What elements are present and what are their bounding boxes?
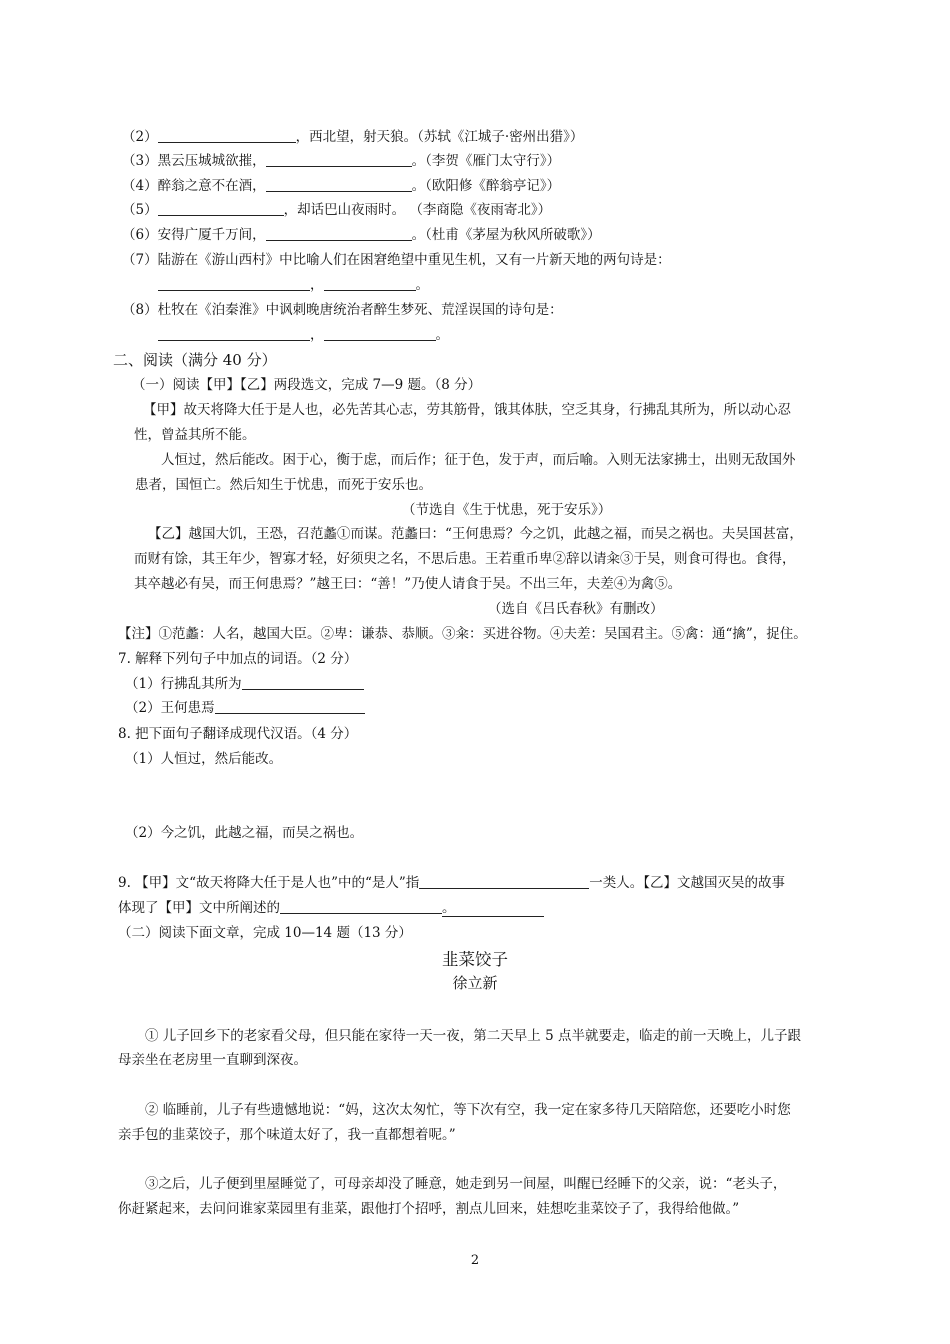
article-author: 徐立新 xyxy=(452,974,498,992)
question-text: 9. 【甲】文“故天将降大任于是人也”中的“是人”指 xyxy=(118,875,420,891)
fill-item-number: （4） xyxy=(122,178,158,194)
answer-blank[interactable] xyxy=(215,699,365,714)
fill-item-5 xyxy=(122,201,551,219)
item-text: （1）行拂乱其所为 xyxy=(125,676,242,692)
part-heading: （一）阅读【甲】【乙】两段选文，完成 7—9 题。（8 分） xyxy=(132,377,482,393)
annotation-note: 【注】①范蠡：人名，越国大臣。②卑：谦恭、恭顺。③籴：买进谷物。④夫差：吴国君主。⑤禽：通“擒”，捉住。 xyxy=(118,626,807,642)
question-text: 一类人。【乙】文越国灭吴的故事 xyxy=(589,875,786,891)
page-number: 2 xyxy=(470,1253,480,1268)
answer-blank[interactable] xyxy=(419,874,589,889)
fill-item-number: （5） xyxy=(122,202,158,218)
article-paragraph-line: ③之后，儿子便到里屋睡觉了，可母亲却没了睡意，她走到另一间屋，叫醒已经睡下的父亲，说：“老头子， xyxy=(145,1176,787,1192)
fill-item-8-prompt: （8）杜牧在《泊秦淮》中讽刺晚唐统治者醉生梦死、荒淫误国的诗句是： xyxy=(122,302,563,318)
fill-item-4 xyxy=(122,177,560,195)
terminator: 。 xyxy=(435,327,449,343)
fill-item-7-prompt: （7）陆游在《游山西村》中比喻人们在困窘绝望中重见生机，又有一片新天地的两句诗是： xyxy=(122,252,671,268)
question-7-item-1 xyxy=(125,675,364,693)
answer-blank[interactable] xyxy=(158,201,284,216)
question-7: 7. 解释下列句子中加点的词语。（2 分） xyxy=(118,651,358,667)
fill-item-6 xyxy=(122,226,601,244)
answer-blank[interactable] xyxy=(324,326,436,341)
article-paragraph-line: ① 儿子回乡下的老家看父母，但只能在家待一天一夜，第二天早上 5 点半就要走，临走的前一天晚上，儿子跟 xyxy=(145,1028,801,1044)
fill-item-3 xyxy=(122,152,560,170)
separator: ， xyxy=(310,277,324,293)
section-heading: 二、阅读（满分 40 分） xyxy=(113,351,277,369)
fill-item-7-answer xyxy=(158,276,429,294)
part-heading: （二）阅读下面文章，完成 10—14 题（13 分） xyxy=(118,925,412,941)
fill-item-number: （3） xyxy=(122,153,158,169)
answer-blank[interactable] xyxy=(242,675,364,690)
passage-jia-source: （节选自《生于忧患，死于安乐》） xyxy=(402,502,612,518)
passage-jia-line: 人恒过，然后能改。困于心，衡于虑，而后作；征于色，发于声，而后喻。入则无法家拂士，出则无敌国外 xyxy=(161,452,796,468)
question-text: 体现了【甲】文中所阐述的 xyxy=(118,900,280,916)
fill-item-after: 。（李贺《雁门太守行》） xyxy=(411,153,561,169)
article-paragraph-line: 亲手包的韭菜饺子，那个味道太好了，我一直都想着呢。” xyxy=(118,1127,456,1143)
fill-item-2 xyxy=(122,128,583,146)
fill-item-before: 黑云压城城欲摧， xyxy=(157,153,266,169)
fill-item-after: ，西北望，射天狼。（苏轼《江城子·密州出猎》） xyxy=(295,129,584,145)
passage-yi-line: 【乙】越国大饥，王恐，召范蠡①而谋。范蠡曰：“王何患焉？今之饥，此越之福，而吴之祸也。夫吴国甚富， xyxy=(148,526,803,542)
fill-item-after: ，却话巴山夜雨时。 （李商隐《夜雨寄北》） xyxy=(283,202,552,218)
fill-item-8-answer xyxy=(158,326,449,344)
fill-item-number: （6） xyxy=(122,227,158,243)
passage-jia-line: 患者，国恒亡。然后知生于忧患，而死于安乐也。 xyxy=(135,477,432,493)
passage-yi-source: （选自《吕氏春秋》有删改） xyxy=(488,601,664,617)
fill-item-after: 。（欧阳修《醉翁亭记》） xyxy=(411,178,561,194)
fill-item-before: 醉翁之意不在酒， xyxy=(157,178,266,194)
answer-blank[interactable] xyxy=(266,226,412,241)
question-8-item-1: （1）人恒过，然后能改。 xyxy=(125,751,283,767)
passage-yi-line: 其卒越必有吴，而王何患焉？”越王曰：“善！”乃使人请食于吴。不出三年，夫差④为禽⑤。 xyxy=(134,576,682,592)
question-9-line-1 xyxy=(118,874,785,892)
question-7-item-2 xyxy=(125,699,365,717)
article-paragraph-line: ② 临睡前，儿子有些遗憾地说：“妈，这次太匆忙，等下次有空，我一定在家多待几天陪陪您，还要吃小时您 xyxy=(145,1102,791,1118)
answer-blank[interactable] xyxy=(158,326,310,341)
passage-jia-line: 性，曾益其所不能。 xyxy=(134,427,256,443)
question-8: 8. 把下面句子翻译成现代汉语。（4 分） xyxy=(118,726,358,742)
question-9-line-2 xyxy=(118,899,544,917)
separator: ， xyxy=(310,327,324,343)
article-paragraph-line: 你赶紧起来，去问问谁家菜园里有韭菜，跟他打个招呼，割点儿回来，娃想吃韭菜饺子了，我得给他做。” xyxy=(118,1201,740,1217)
fill-item-after: 。（杜甫《茅屋为秋风所破歌》） xyxy=(411,227,601,243)
answer-blank[interactable] xyxy=(158,276,310,291)
answer-blank[interactable] xyxy=(158,128,296,143)
terminator: 。 xyxy=(442,900,544,917)
answer-blank[interactable] xyxy=(280,899,442,914)
fill-item-before: 安得广厦千万间， xyxy=(157,227,266,243)
passage-jia-line: 【甲】故天将降大任于是人也，必先苦其心志，劳其筋骨，饿其体肤，空乏其身，行拂乱其所为，所以动心忍 xyxy=(143,402,791,418)
answer-blank[interactable] xyxy=(266,152,412,167)
article-paragraph-line: 母亲坐在老房里一直聊到深夜。 xyxy=(118,1052,307,1068)
answer-blank[interactable] xyxy=(324,276,416,291)
fill-item-number: （2） xyxy=(122,129,158,145)
article-title: 韭菜饺子 xyxy=(442,950,508,969)
item-text: （2）王何患焉 xyxy=(125,700,215,716)
answer-blank[interactable] xyxy=(266,177,412,192)
passage-yi-line: 而财有馀，其王年少，智寡才轻，好须臾之名，不思后患。王若重币卑②辞以请籴③于吴，则食可得也。食得， xyxy=(134,551,796,567)
question-8-item-2: （2）今之饥，此越之福，而吴之祸也。 xyxy=(125,825,364,841)
terminator: 。 xyxy=(415,277,429,293)
